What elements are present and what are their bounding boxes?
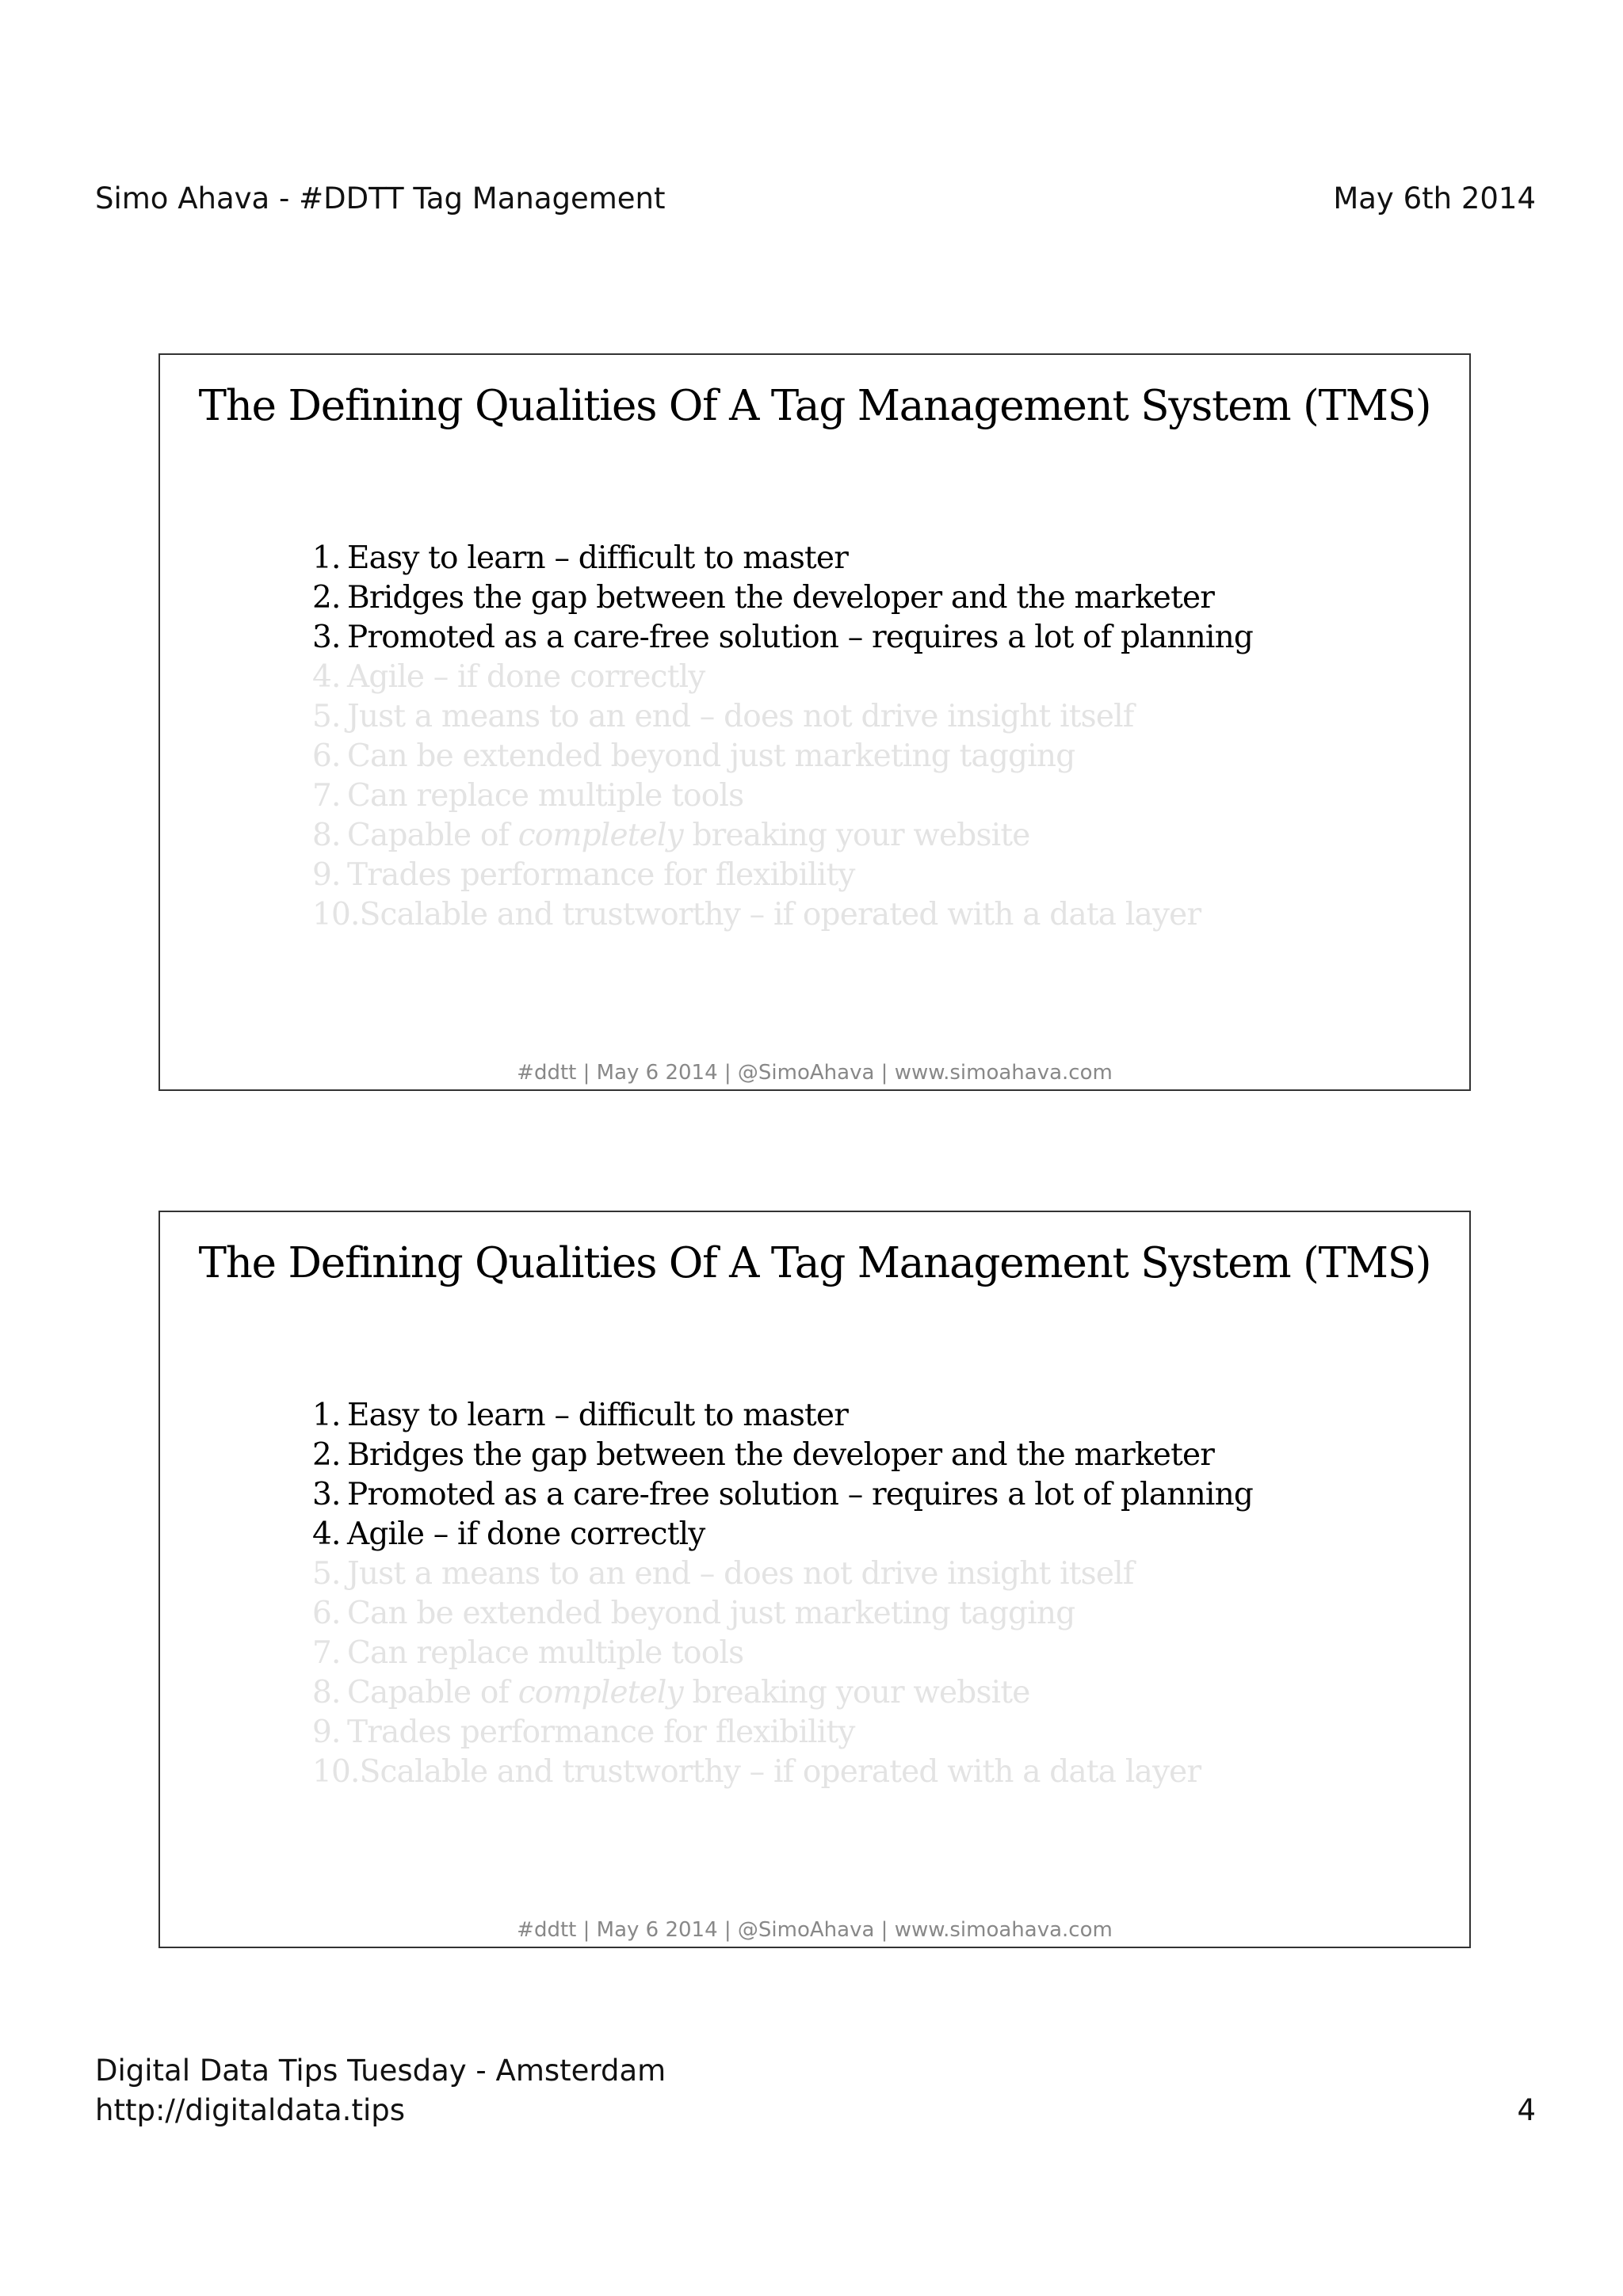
list-item xyxy=(312,737,1253,776)
list-item-text: Easy to learn – difficult to master xyxy=(347,1398,849,1433)
slide-thumbnail xyxy=(158,1211,1471,1948)
list-item-text: breaking your website xyxy=(682,818,1030,853)
list-item-text: Promoted as a care-free solution – requires a lot of planning xyxy=(347,620,1254,655)
list-item-text: Easy to learn – difficult to master xyxy=(347,540,849,576)
list-item-number: 9. xyxy=(312,1714,341,1750)
list-item-text: Just a means to an end – does not drive insight itself xyxy=(347,1556,1134,1592)
list-item-number: 10. xyxy=(312,897,360,933)
page-number: 4 xyxy=(1517,2093,1536,2127)
list-item-number: 2. xyxy=(312,1437,341,1473)
list-item-number: 3. xyxy=(312,620,341,655)
list-item xyxy=(312,1515,1253,1554)
list-item xyxy=(312,618,1253,658)
slide-list xyxy=(312,1396,1253,1792)
slide-footer: #ddtt | May 6 2014 | @SimoAhava | www.simoahava.com xyxy=(517,1061,1113,1085)
list-item-text: Can replace multiple tools xyxy=(347,778,744,814)
slide-footer: #ddtt | May 6 2014 | @SimoAhava | www.simoahava.com xyxy=(517,1918,1113,1942)
page-footer-event: Digital Data Tips Tuesday - Amsterdam xyxy=(95,2054,666,2088)
list-item-text: Just a means to an end – does not drive insight itself xyxy=(347,699,1134,734)
list-item-text: Agile – if done correctly xyxy=(347,659,705,695)
list-item-number: 7. xyxy=(312,1635,341,1671)
page-footer-url: http://digitaldata.tips xyxy=(95,2093,405,2127)
list-item xyxy=(312,697,1253,737)
list-item xyxy=(312,1475,1253,1515)
list-item-text: Scalable and trustworthy – if operated with a data layer xyxy=(359,1754,1201,1790)
list-item-text: Can replace multiple tools xyxy=(347,1635,744,1671)
list-item-number: 1. xyxy=(312,540,341,576)
list-item-number: 8. xyxy=(312,818,341,853)
list-item-number: 10. xyxy=(312,1754,360,1790)
list-item xyxy=(312,1554,1253,1594)
list-item-text: Trades performance for flexibility xyxy=(347,1714,855,1750)
page-header-date: May 6th 2014 xyxy=(1333,181,1536,215)
list-item-number: 8. xyxy=(312,1675,341,1711)
list-item xyxy=(312,578,1253,618)
slide-title: The Defining Qualities Of A Tag Management System (TMS) xyxy=(198,1239,1431,1287)
list-item-text: Bridges the gap between the developer and the marketer xyxy=(347,1437,1215,1473)
list-item-number: 5. xyxy=(312,1556,341,1592)
list-item-text: Promoted as a care-free solution – requires a lot of planning xyxy=(347,1477,1254,1512)
list-item xyxy=(312,1396,1253,1436)
list-item xyxy=(312,1713,1253,1753)
list-item xyxy=(312,895,1253,935)
list-item-text: Can be extended beyond just marketing tagging xyxy=(347,1596,1075,1631)
list-item xyxy=(312,658,1253,697)
list-item-text: breaking your website xyxy=(682,1675,1030,1711)
list-item-number: 6. xyxy=(312,738,341,774)
list-item-text: Scalable and trustworthy – if operated with a data layer xyxy=(359,897,1201,933)
list-item xyxy=(312,1673,1253,1713)
list-item-number: 7. xyxy=(312,778,341,814)
list-item-emphasis: completely xyxy=(517,818,683,853)
list-item-text: Agile – if done correctly xyxy=(347,1516,705,1552)
list-item-number: 4. xyxy=(312,1516,341,1552)
list-item-emphasis: completely xyxy=(517,1675,683,1711)
list-item-number: 5. xyxy=(312,699,341,734)
list-item xyxy=(312,539,1253,578)
list-item-text: Bridges the gap between the developer and the marketer xyxy=(347,580,1215,616)
list-item xyxy=(312,1753,1253,1792)
list-item-number: 9. xyxy=(312,857,341,893)
slide-thumbnail xyxy=(158,353,1471,1091)
list-item xyxy=(312,776,1253,816)
list-item-number: 4. xyxy=(312,659,341,695)
list-item xyxy=(312,1594,1253,1634)
list-item-text: Can be extended beyond just marketing tagging xyxy=(347,738,1075,774)
slide-list xyxy=(312,539,1253,935)
list-item-number: 6. xyxy=(312,1596,341,1631)
page-header-title: Simo Ahava - #DDTT Tag Management xyxy=(95,181,666,215)
list-item-text: Trades performance for flexibility xyxy=(347,857,855,893)
list-item-number: 3. xyxy=(312,1477,341,1512)
slide-title: The Defining Qualities Of A Tag Management System (TMS) xyxy=(198,382,1431,430)
list-item xyxy=(312,816,1253,856)
list-item-text: Capable of xyxy=(347,818,518,853)
list-item-number: 2. xyxy=(312,580,341,616)
list-item xyxy=(312,1634,1253,1673)
list-item-number: 1. xyxy=(312,1398,341,1433)
list-item-text: Capable of xyxy=(347,1675,518,1711)
list-item xyxy=(312,856,1253,895)
list-item xyxy=(312,1436,1253,1475)
